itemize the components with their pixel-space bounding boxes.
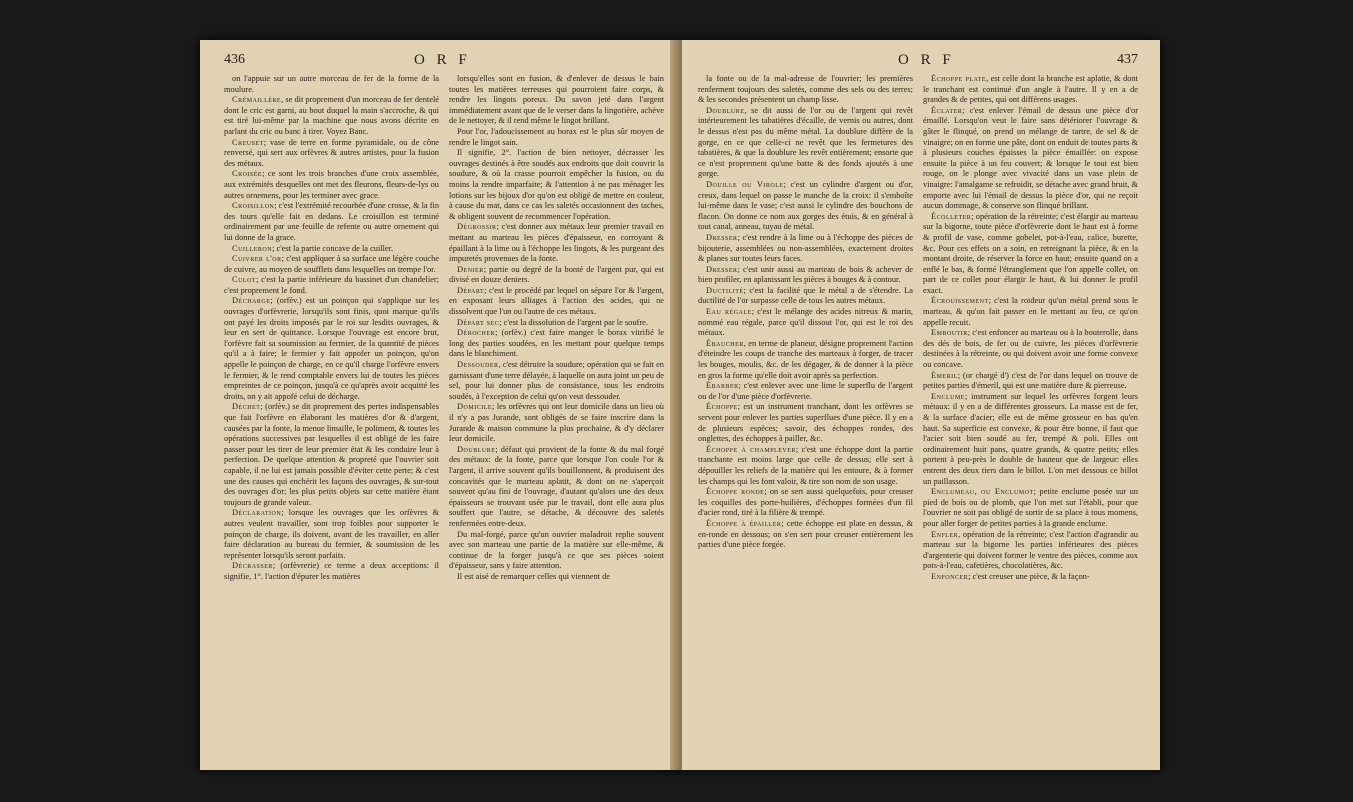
headword: Échoppe ronde — [706, 487, 765, 497]
headword: Éclater — [931, 105, 963, 115]
article-paragraph — [449, 402, 664, 444]
definition-text: ; c'est la partie concave de la cuiller. — [272, 243, 394, 253]
headword: Dresser — [706, 232, 738, 242]
definition-text: Du mal-forgé, parce qu'un ouvrier maladroit replie souvent avec son marteau une partie de la matière sur elle-même, & continue de la forger jusqu'à ce que ses pièces soient d'épaisseur, sans y faire attention. — [449, 529, 664, 571]
article-paragraph — [224, 402, 439, 508]
headword: Écolleter — [931, 211, 972, 221]
article-paragraph — [449, 445, 664, 530]
article-paragraph — [698, 74, 913, 106]
headword: Croisée — [232, 169, 263, 179]
definition-text: , en terme de planeur, désigne proprement l'action d'éteindre les coups de tranche des marteaux à forger, de tracer les bouges, moulis, &c. de les dégager, & de donner à la pièce en gros la forme qu'elle doit avoir après sa perfection. — [698, 338, 913, 380]
definition-text: on l'appuie sur un autre morceau de fer de la forme de la moulure. — [224, 74, 439, 94]
definition-text: ; défaut qui provient de la fonte & du mal forgé des métaux: de la fonte, parce que lorsque l'on coule l'or & l'argent, il arrive souvent qu'ils bouillonnent, & produisent des concavités que le marteau aplatit, & dont on ne s'aperçoit souvent qu'au fini de l'ouvrage, d'autant qu'alors une des deux épaisseurs se trouvant usée par le travail, dont elle aura plus souffert que l'autre, se détache, & découvre des saletés renfermées entre-deux. — [449, 444, 664, 528]
article-paragraph — [698, 402, 913, 444]
article-paragraph — [698, 265, 913, 286]
definition-text: ; cette échoppe est plate en dessus, & en-ronde en dessous; on s'en sert pour creuser entièrement les parties d'une pièce forgée. — [698, 518, 913, 550]
headword: Dresser — [706, 264, 738, 274]
open-book — [200, 40, 1160, 770]
definition-text: ; c'est enfoncer au marteau ou à la bouterolle, dans des dés de bois, de fer ou de cuivre, les pièces d'orfèvrerie destinées à la rétreinte, ou qui doivent avoir une forme convexe ou concave. — [923, 328, 1138, 370]
headword: Dérocher — [457, 328, 496, 338]
definition-text: ; c'est rendre à la lime ou à l'échoppe des pièces de bijouterie, assemblées ou non-assemblées, exactement droites & planes sur toutes leurs faces. — [698, 232, 913, 264]
definition-text: Il est aisé de remarquer celles qui viennent de — [457, 571, 611, 581]
article-paragraph — [698, 339, 913, 381]
headword: Enclume — [931, 391, 965, 401]
definition-text: , se dit proprement d'un morceau de fer dentelé dont le cric est garni, au bout duquel la main s'accroche, & qui est tiré lui-même par la machine que nous avons décrite en parlant du cric ou banc à tirer. Voyez Banc. — [224, 95, 439, 136]
running-head — [698, 52, 1138, 74]
article-paragraph — [923, 212, 1138, 297]
text-column — [224, 74, 439, 764]
article-paragraph — [923, 296, 1138, 328]
article-paragraph — [224, 95, 439, 137]
definition-text: ; (orfèv.) se dit proprement des pertes indispensables que fait l'orfèvre en élaborant les matières d'or & d'argent, causées par la fonte, la menue limaille, le poliment, & toutes les opérations successives par lesquelles il est obligé de les faire passer pour les tirer de leur premier état & les conduire leur à perfection. De quelque attention & propreté que l'ouvrier soit capable, il ne lui est jamais possible d'éviter cette perte; & c'est une des causes qui enchérit les façons des ouvrages, & sur-tout des ouvrages d'or; les plus petits objets sur cette matière étant toujours de grande valeur. — [224, 402, 439, 507]
headword: Échoppe à épailler — [706, 518, 782, 528]
page-number: 437 — [1117, 52, 1138, 67]
headword: Crémaillère — [232, 95, 282, 105]
definition-text: ; est un instrument tranchant, dont les orfèvres se servent pour enlever les parties superflues d'une pièce. Il y en a de plusieurs espèces; savoir, des échoppes rondes, des onglettes, des échoppes à pailler, &c. — [698, 402, 913, 444]
headword: Décrasser — [232, 561, 273, 571]
article-paragraph — [698, 106, 913, 180]
text-column — [698, 74, 913, 764]
article-paragraph — [449, 572, 664, 583]
definition-text: ; on se sert aussi quelquefois, pour creuser les coquilles des porte-huilières, d'échoppes formées d'un fil d'acier rond, tiré à la filière & trempé. — [698, 487, 913, 518]
definition-text: ; c'est un cylindre d'argent ou d'or, creux, dans lequel on passe le manche de la croix: il s'emboîte lui-même dans le vase; c'est aussi le cylindre des bouchons de flacon. On donne ce nom aux gorges des étuis, & en général à tout canal, anneau, tuyau de métal. — [698, 179, 913, 232]
article-paragraph — [449, 222, 664, 264]
article-paragraph — [698, 180, 913, 233]
definition-text: ; partie ou degré de la bonté de l'argent pur, qui est divisé en douze deniers. — [449, 264, 664, 285]
headword: Départ — [457, 285, 485, 295]
text-column — [449, 74, 664, 764]
article-paragraph — [698, 519, 913, 551]
definition-text: ; c'est une échoppe dont la partie tranchante est moins large que celle de dessus; elle sert à dépouiller les reliefs de la matière qui les entoure, & à former les champs qui les font valoir, & tire son nom de son usage. — [698, 444, 913, 486]
article-paragraph — [923, 572, 1138, 583]
definition-text: ; (orfèv.) est un poinçon qui s'applique sur les ouvrages d'orfèvrerie, lorsqu'ils sont finis, quoi marque qu'ils ont payé les droits imposés par le roi sur lesdits ouvrages, & leur en sert de quittance. Lorsque l'ouvrage est encore brut, l'orfèvre fait sa soumission au fermier, de la quantité de pièces qu'il a à faire; le fermier y fait appofer un poinçon, qu'on appelle le poinçon de charge, en ce qu'il charge l'orfèvre envers le fermier, & le rend comptable envers lui de toutes les pièces empreintes de ce poinçon, jusqu'à ce qu'après avoir acquitté les droits, on y ait appofé celui de décharge. — [224, 296, 439, 401]
headword: Déclaration — [232, 508, 282, 518]
headword: Douille ou Virole — [706, 179, 784, 189]
definition-text: ; lorsque les ouvrages que les orfèvres & autres veulent travailler, sont trop foibles pour supporter le poinçon de charge, ils doivent, avant de les travailler, en aller faire déclaration au bureau du fermier, & soumission de les représenter lorsqu'ils seront parfaits. — [224, 508, 439, 560]
article-paragraph — [224, 561, 439, 582]
definition-text: ; petite enclume posée sur un pied de bois ou de plomb, que l'on met sur l'établi, pour que l'ouvrier ne soit pas obligé de sortir de sa place à tous momens, pour aller forger de petites parties à la grande enclume. — [923, 487, 1138, 528]
definition-text: , opération de la rétreinte; c'est l'action d'agrandir au marteau sur la bigorne les parties inférieures des pièces d'argenterie qui doivent former le ventre des pièces, comme aux pots-à-l'eau, cafetières, chocolatières, &c. — [923, 529, 1138, 571]
running-head-letters: O R F — [898, 52, 955, 68]
definition-text: la fonte ou de la mal-adresse de l'ouvrier; les premières renferment toujours des saletés, comme des sels ou des terres; & les secondes présentent un champ lisse. — [698, 74, 913, 105]
headword: Cuilleron — [232, 243, 273, 253]
article-paragraph — [224, 244, 439, 255]
article-paragraph — [923, 74, 1138, 106]
article-paragraph — [923, 371, 1138, 392]
article-paragraph — [449, 286, 664, 318]
article-paragraph — [449, 360, 664, 402]
headword: Échoppe à champlever — [706, 444, 796, 454]
article-paragraph — [698, 307, 913, 339]
headword: Échoppe plate — [931, 74, 987, 83]
headword: Décharge — [232, 296, 271, 306]
headword: Enfoncer — [931, 571, 969, 581]
definition-text: ; c'est enlever l'émail de dessus une pièce d'or émaillé. Lorsqu'on veut le faire sans détériorer l'ouvrage & gâter le flinqué, on prend un mélange de tartre, de sel & de vinaigre; on en forme une pâte, dont on enduit de toutes parts & à plusieurs couches épaisses la pièce émaillée: on expose ensuite la pièce à un feu couvert; & lorsque le tout est bien rouge, on le plonge avec vivacité dans un vase plein de vinaigre: l'amalgame se refroidit, se détache avec grand bruit, & emporte avec lui l'émail de dessus la pièce d'or, qui ne reçoit aucun dommage, & conserve son flinqué brillant. — [923, 105, 1138, 211]
article-paragraph — [923, 106, 1138, 212]
headword: Croisillon — [232, 201, 275, 211]
definition-text: ; c'est creuser une pièce, & la façon- — [968, 571, 1090, 581]
article-paragraph — [923, 392, 1138, 487]
headword: Enclumeau, ou Enclumot — [931, 487, 1034, 497]
definition-text: , est celle dont la branche est aplatie, & dont le tranchant est continué d'un angle à l'autre. Il y en a de grandes & de petites, qui ont différens usages. — [923, 74, 1138, 105]
article-paragraph — [224, 275, 439, 296]
headword: Dégrossir — [457, 222, 497, 232]
definition-text: , se dit aussi de l'or ou de l'argent qui revêt intérieurement les tabatières d'écaille, de vernis ou autres, dont le dessus n'est pas du même métal. La doublure diffère de la gorge, en ce que celle-ci ne revêt que les fermetures des tabatières, & que la doublure les revêt entièrement; ensorte que ce n'est proprement qu'une batte & des fonds ajoutés à une gorge. — [698, 105, 913, 179]
headword: Ébarber — [706, 381, 739, 391]
definition-text: ; opération de la rétreinte; c'est élargir au marteau sur la bigorne, toute pièce d'orfèvrerie dont le haut est à forme & profil de vase, comme gobelet, pot-à-l'eau, calice, burette, &c. Pour ces effets on a soin, en retreignant la pièce, & en la montant droite, de réserver la force en haut; ensuite quand on a enflé le bas, & formé l'étranglement que l'on appelle collet, on part de ce collet pour élargir le haut, & lui donner le profil exact. — [923, 211, 1138, 295]
right-page — [682, 40, 1160, 770]
definition-text: ; c'est le procédé par lequel on sépare l'or & l'argent, en exposant leurs alliages à l'action des acides, qui ne dissolvent que l'un ou l'autre de ces métaux. — [449, 285, 664, 317]
article-paragraph — [698, 487, 913, 519]
page-number: 436 — [224, 52, 245, 67]
headword: Emboutir — [931, 328, 968, 338]
article-paragraph — [449, 328, 664, 360]
headword: Cuivrer l'or — [232, 254, 282, 264]
definition-text: Pour l'or, l'adoucissement au borax est le plus sûr moyen de rendre le lingot sain. — [449, 126, 664, 147]
headword: Échoppe — [706, 402, 738, 412]
definition-text: ; c'est unir aussi au marteau de bois & achever de bien profiler, en aplanissant les pièces à bouges & à contour. — [698, 264, 913, 285]
definition-text: Il signifie, 2°. l'action de bien nettoyer, décrasser les ouvrages destinés à être soudés aux endroits que doit couvrir la soudure, & où la crasse pourroit empêcher la fusion, ou du moins la rendre imparfaite; & l'attention à ne pas ménager les lotions sur les bijoux d'or qu'on est obligé de mettre en couleur, à cause du mat, dans ce cas les saletés occasionnent des taches, & obligent souvent de recommencer l'opération. — [449, 148, 664, 221]
article-paragraph — [449, 530, 664, 572]
article-paragraph — [923, 530, 1138, 572]
headword: Domicile — [457, 402, 493, 412]
headword: Doublure — [706, 105, 745, 115]
headword: Enfler — [931, 529, 959, 539]
article-paragraph — [923, 328, 1138, 370]
definition-text: ; ce sont les trois branches d'une croix assemblée, aux extrémités desquelles ont met des fleurons, fleurs-de-lys ou autres ornemens, pour les terminer avec grace. — [224, 169, 439, 200]
article-paragraph — [449, 318, 664, 329]
headword: Émeril — [931, 370, 958, 380]
running-head-letters: O R F — [414, 52, 471, 68]
headword: Culot — [232, 275, 257, 285]
headword: Doublure — [457, 444, 496, 454]
definition-text: ; c'est appliquer à sa surface une légère couche de cuivre, au moyen de soufflets dans lesquelles on trempe l'or. — [224, 254, 439, 274]
headword: Ébaucher — [706, 338, 744, 348]
article-paragraph — [449, 148, 664, 222]
headword: Dessouder — [457, 360, 499, 370]
article-paragraph — [224, 201, 439, 243]
definition-text: ; c'est l'extrémité recourbée d'une crosse, & la fin des tours qu'elle fait en dedans. Le croisillon est terminé ordinairement par une feuille de refente ou autre ornement qui lui donne de la grace. — [224, 201, 439, 242]
article-paragraph — [224, 296, 439, 402]
headword: Écrouissement — [931, 296, 989, 306]
article-paragraph — [698, 381, 913, 402]
article-paragraph — [224, 254, 439, 275]
headword: Ductilité — [706, 285, 744, 295]
definition-text: ; instrument sur lequel les orfèvres forgent leurs métaux: il y en a de différentes grosseurs. La masse est de fer, & la surface d'acier; elle est de même grosseur en bas qu'en haut. Sa superficie est convexe, & pour être bonne, il faut que l'acier soit bien soudé au fer, trempé & poli. Elles ont ordinairement huit pans, quatre grands, & quatre petits; elles portent à peu-près le double de hauteur que de largeur: elles entrent des deux tiers dans le billot. L'on met dessous ce billot un paillasson. — [923, 391, 1138, 486]
definition-text: ; (or chargé d') c'est de l'or dans lequel on trouve de petites parties d'émeril, qui est une matière dure & pierreuse. — [923, 370, 1138, 391]
article-paragraph — [224, 138, 439, 170]
definition-text: ; c'est la partie inférieure du bassinet d'un chandelier; c'est proprement le fond. — [224, 275, 439, 295]
text-column — [923, 74, 1138, 764]
article-paragraph — [449, 265, 664, 286]
definition-text: lorsqu'elles sont en fusion, & d'enlever de dessus le bain toutes les matières terreuses qui pourroient faire corps, & rendre les lingots poreux. Du savon jeté dans l'argent immédiatement avant que de le verser dans la lingotière, achève de le nettoyer, & il rend même le lingot brillant. — [449, 74, 664, 126]
headword: Denier — [457, 264, 484, 274]
definition-text: ; c'est enlever avec une lime le superflu de l'argent ou de l'or d'une pièce d'orfèvrerie. — [698, 381, 913, 401]
running-head — [224, 52, 664, 74]
article-paragraph — [698, 445, 913, 487]
headword: Creuset — [232, 137, 264, 147]
article-paragraph — [224, 169, 439, 201]
definition-text: ; (orfèv.) c'est faire manger le borax vitrifié le long des parties soudées, en les mettant pour quelque temps dans le blanchiment. — [449, 328, 664, 359]
article-paragraph — [698, 233, 913, 265]
headword: Eau régale — [706, 307, 752, 317]
article-paragraph — [449, 74, 664, 127]
article-paragraph — [449, 127, 664, 148]
definition-text: ; c'est la facilité que le métal a de s'étendre. La ductilité de l'or surpasse celle de tous les autres métaux. — [698, 285, 913, 306]
article-paragraph — [698, 286, 913, 307]
article-paragraph — [224, 74, 439, 95]
left-page — [200, 40, 678, 770]
definition-text: ; c'est donner aux métaux leur premier travail en mettant au marteau les pièces d'épaisseur, en corroyant & épaillant à la lime ou à l'échoppe les lingots, & les purgeant des impuretés provenues de la fonte. — [449, 222, 664, 264]
headword: Déchet — [232, 402, 261, 412]
headword: Départ sec — [457, 317, 500, 327]
definition-text: ; (orfèvrerie) ce terme a deux acceptions: il signifie, 1°. l'action d'épurer les matières — [224, 561, 439, 581]
definition-text: ; c'est la roideur qu'un métal prend sous le marteau, & qu'on fait passer en le mettant au feu, ce qu'on appelle recuit. — [923, 296, 1138, 327]
article-paragraph — [923, 487, 1138, 529]
definition-text: ; c'est le mélange des acides nitreux & marin, nommé eau régale, parce qu'il dissout l'or, qui est le roi des métaux. — [698, 307, 913, 338]
article-paragraph — [224, 508, 439, 561]
definition-text: ; les orfèvres qui ont leur domicile dans un lieu où il n'y a pas Jurande, sont obligés de se faire inscrire dans la Jurande & maison commune la plus prochaine, & d'y déclarer leur domicile. — [449, 402, 664, 444]
definition-text: , c'est détruire la soudure; opération qui se fait en garnissant d'une terre délayée, à laquelle on aura joint un peu de sel, pour lui donner plus de consistance, tous les endroits soudés, à l'exception de celui qu'on veut dessouder. — [449, 360, 664, 401]
definition-text: ; c'est la dissolution de l'argent par le soufre. — [499, 317, 648, 327]
definition-text: ; vase de terre en forme pyramidale, ou de cône renversé, qui sert aux orfèvres & autres artistes, pour la fusion des métaux. — [224, 137, 439, 168]
